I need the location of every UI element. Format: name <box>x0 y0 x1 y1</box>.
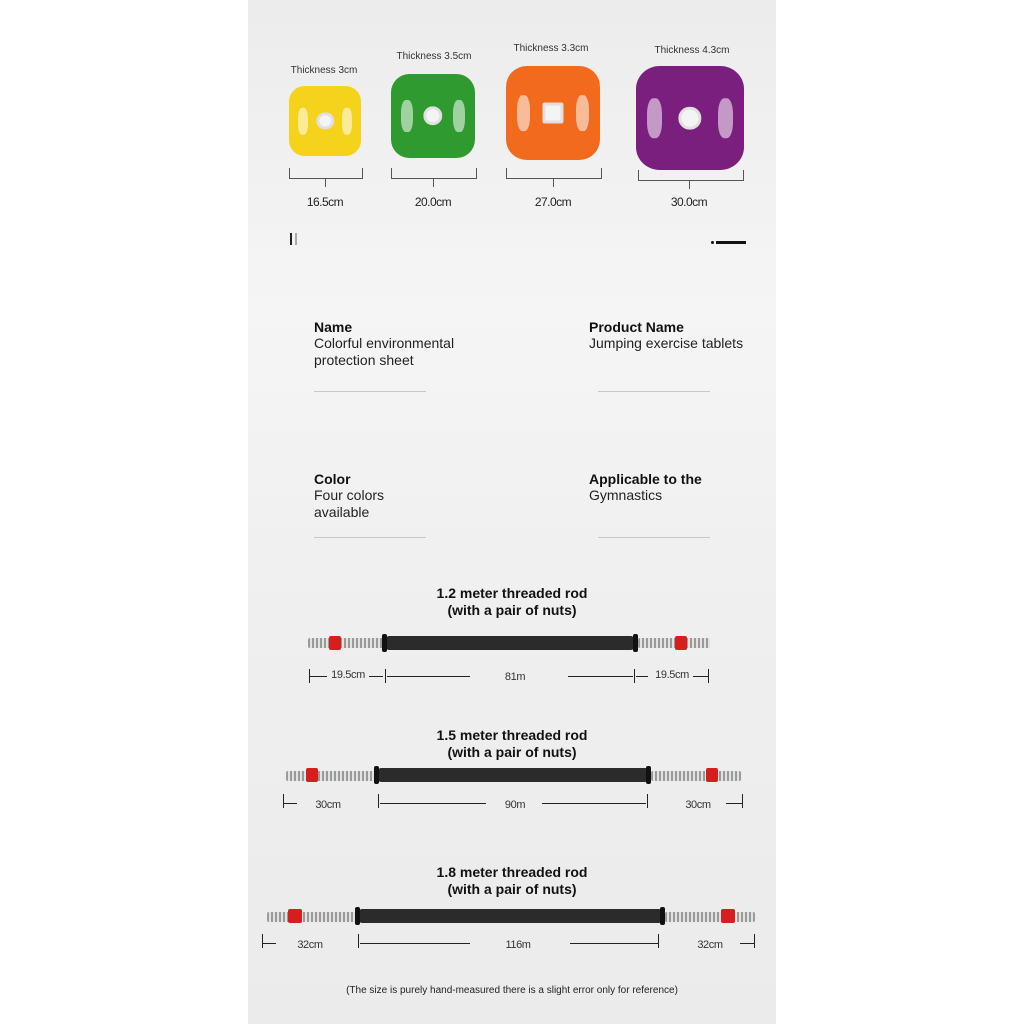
spec-value: Gymnastics <box>589 487 663 503</box>
rod-title-line: (with a pair of nuts) <box>447 602 577 618</box>
spec-applicable <box>589 471 776 504</box>
rod-left-length: 32cm <box>297 939 323 951</box>
plate-dimension-line <box>391 168 477 179</box>
divider <box>598 391 710 392</box>
plate-yellow-image <box>289 86 361 156</box>
spec-product-name <box>589 319 776 352</box>
spec-name <box>314 319 514 369</box>
spec-label: Color <box>314 471 351 487</box>
plate-thickness-label: Thickness 3cm <box>290 65 358 76</box>
plate-orange-image <box>506 66 600 160</box>
spec-value: protection sheet <box>314 352 414 368</box>
spec-value: Colorful environmental <box>314 335 455 351</box>
rod-title <box>248 864 776 898</box>
plate-thickness-label: Thickness 3.3cm <box>513 43 589 54</box>
rod-right-length: 32cm <box>697 939 723 951</box>
plate-dimension-line <box>506 168 602 179</box>
spec-value: Jumping exercise tablets <box>589 335 744 351</box>
divider <box>314 391 426 392</box>
spec-value: Four colors <box>314 487 385 503</box>
product-panel <box>248 0 776 1024</box>
plate-thickness-label: Thickness 3.5cm <box>396 51 472 62</box>
decor-mark-bar <box>295 233 297 245</box>
spec-label: Product Name <box>589 319 684 335</box>
plate-purple-image <box>636 66 744 170</box>
plate-size-label: 16.5cm <box>306 195 344 209</box>
plate-dimension-line <box>638 170 744 181</box>
rod-middle-length: 116m <box>505 939 531 951</box>
rod-title-line: (with a pair of nuts) <box>447 881 577 897</box>
rod-middle-length: 90m <box>504 799 526 811</box>
spec-color <box>314 471 514 521</box>
spec-label: Name <box>314 319 353 335</box>
rod-right-length: 30cm <box>685 799 711 811</box>
rod-title-line: (with a pair of nuts) <box>447 744 577 760</box>
plate-size-label: 27.0cm <box>534 195 572 209</box>
rod-left-length: 30cm <box>315 799 341 811</box>
decor-dot <box>711 241 714 244</box>
rod-title-line: 1.2 meter threaded rod <box>436 585 588 601</box>
rod-title-line: 1.8 meter threaded rod <box>436 864 588 880</box>
divider <box>598 537 710 538</box>
decor-mark-bar <box>290 233 292 245</box>
plate-size-label: 30.0cm <box>670 195 708 209</box>
rod-right-length: 19.5cm <box>655 669 689 681</box>
plate-size-label: 20.0cm <box>414 195 452 209</box>
spec-value: available <box>314 504 370 520</box>
plate-dimension-line <box>289 168 363 179</box>
plate-green-image <box>391 74 475 158</box>
rod-title <box>248 727 776 761</box>
divider <box>314 537 426 538</box>
plate-thickness-label: Thickness 4.3cm <box>654 45 730 56</box>
disclaimer-note: (The size is purely hand-measured there is a slight error only for reference) <box>346 985 678 996</box>
spec-label: Applicable to the <box>589 471 702 487</box>
rod-left-length: 19.5cm <box>331 669 365 681</box>
rod-middle-length: 81m <box>504 671 526 683</box>
rod-title-line: 1.5 meter threaded rod <box>436 727 588 743</box>
decor-dash <box>716 241 746 244</box>
rod-title <box>248 585 776 619</box>
